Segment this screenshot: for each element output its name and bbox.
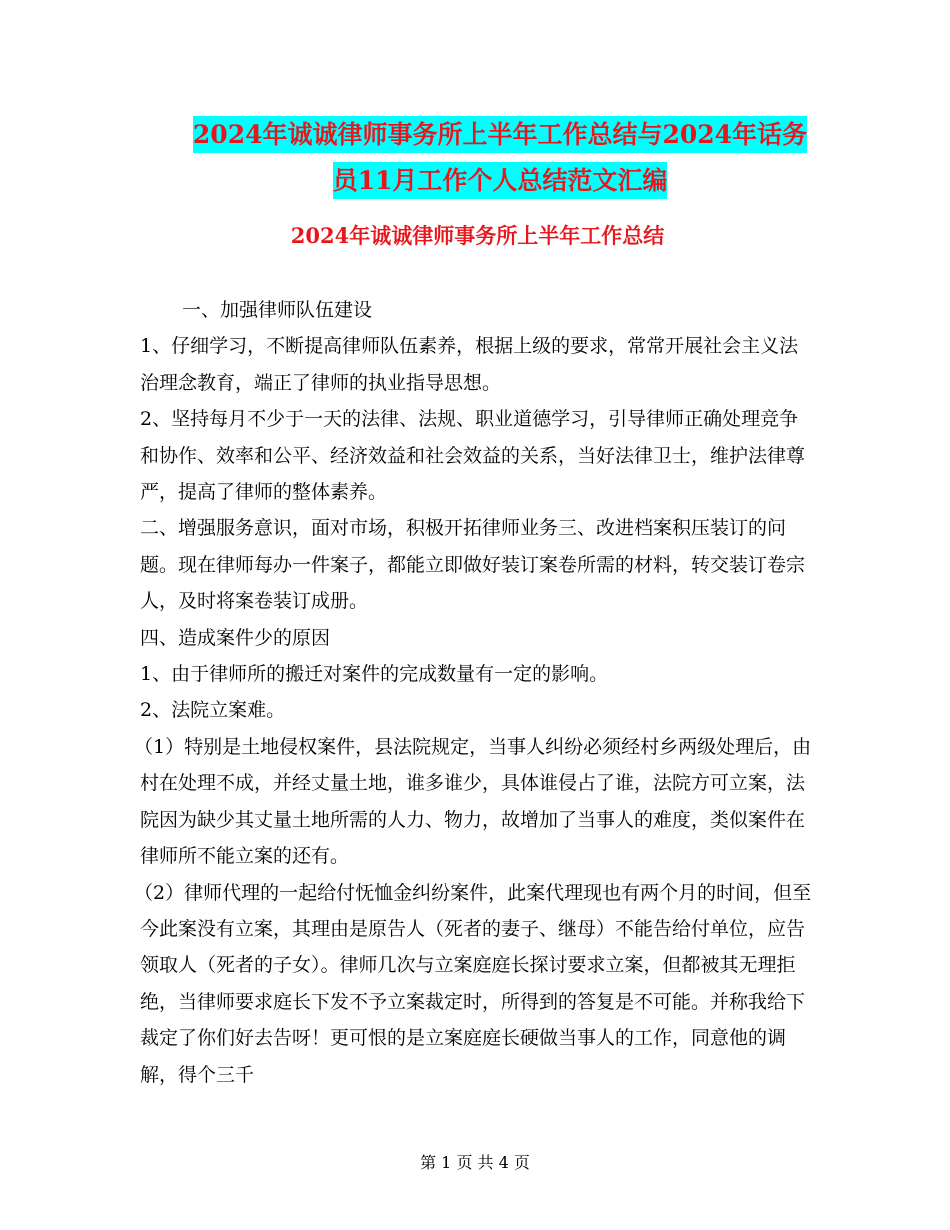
- section-title: 2024年诚诚律师事务所上半年工作总结: [290, 223, 665, 248]
- document-title-line-1: 2024年诚诚律师事务所上半年工作总结与2024年话务: [193, 116, 807, 153]
- paragraph: 二、增强服务意识，面对市场，积极开拓律师业务三、改进档案积压装订的问题。现在律师每办一件案子，都能立即做好装订案卷所需的材料，转交装订卷宗人，及时将案卷装订成册。: [140, 517, 806, 613]
- heading-4: 四、造成案件少的原因: [140, 626, 331, 649]
- paragraph: （1）特别是土地侵权案件，县法院规定，当事人纠纷必须经村乡两级处理后，由村在处理不成，并经丈量土地，谁多谁少，具体谁侵占了谁，法院方可立案，法院因为缺少其丈量土地所需的人力、物力，故增加了当事人的难度，类似案件在律师所不能立案的还有。: [134, 735, 812, 868]
- document-body: [134, 292, 812, 1093]
- heading-1: 一、加强律师队伍建设: [182, 299, 373, 321]
- paragraph: 2、坚持每月不少于一天的法律、法规、职业道德学习，引导律师正确处理竞争和协作、效率和公平、经济效益和社会效益的关系，当好法律卫士，维护法律尊严，提高了律师的整体素养。: [140, 408, 806, 504]
- paragraph: （2）律师代理的一起给付怃恤金纠纷案件，此案代理现也有两个月的时间，但至今此案没有立案，其理由是原告人（死者的妻子、继母）不能告给付单位，应告领取人（死者的子女）。律师几次与立案庭庭长探讨要求立案，但都被其无理拒绝，当律师要求庭长下发不予立案裁定时，所得到的答复是不可能。并称我给下裁定了你们好去告呀！更可恨的是立案庭庭长硬做当事人的工作，同意他的调解，得个三千: [134, 881, 812, 1086]
- document-title: [140, 112, 860, 204]
- paragraph: 1、仔细学习，不断提高律师队伍素养，根据上级的要求，常常开展社会主义法治理念教育，端正了律师的执业指导思想。: [140, 335, 799, 394]
- paragraph: 1、由于律师所的搬迁对案件的完成数量有一定的影响。: [140, 663, 609, 686]
- document-title-line-2: 员11月工作个人总结范文汇编: [333, 162, 668, 199]
- page-footer: 第 1 页 共 4 页: [420, 1153, 530, 1172]
- paragraph: 2、法院立案难。: [140, 699, 286, 722]
